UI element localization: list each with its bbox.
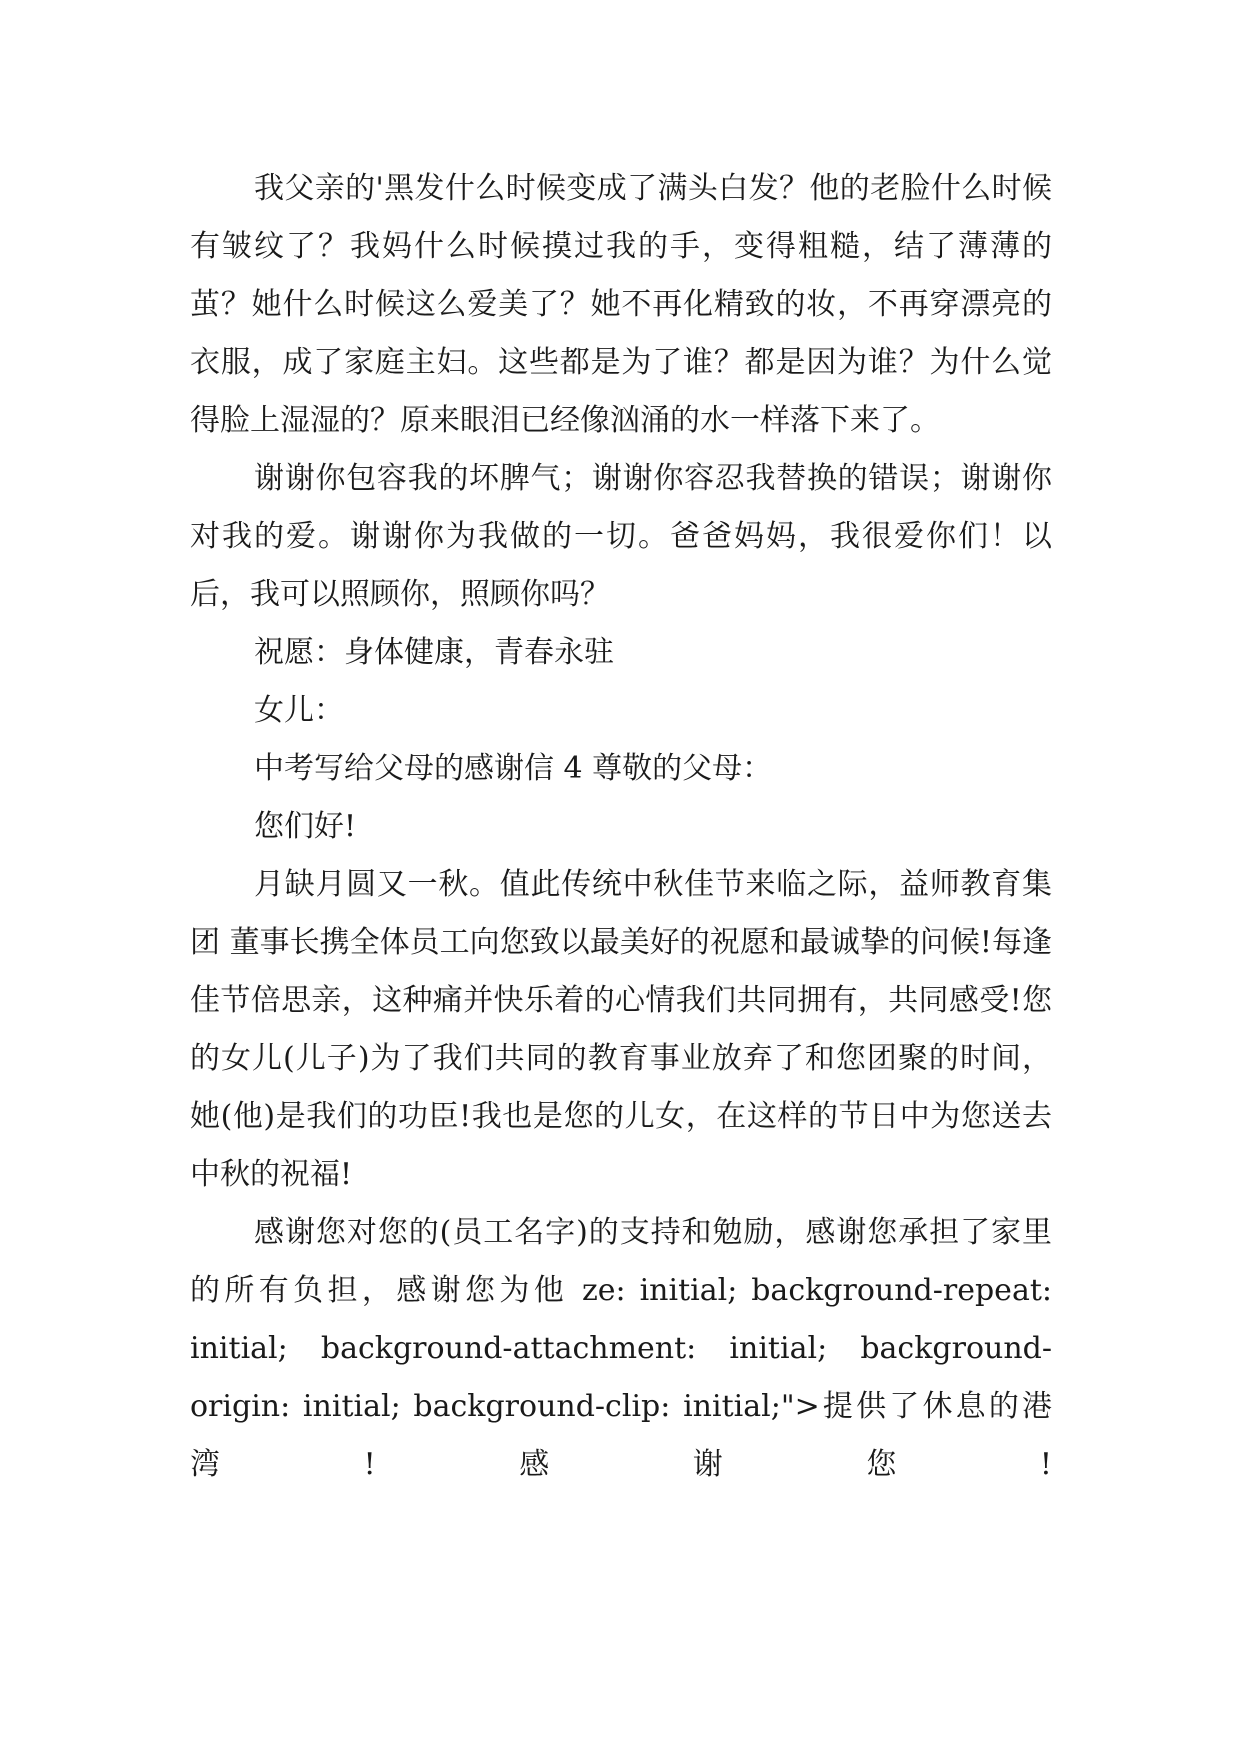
paragraph-wishes: 祝愿：身体健康，青春永驻 (254, 635, 614, 670)
paragraph-greeting: 您们好! (254, 809, 357, 844)
paragraph-letter-title: 中考写给父母的感谢信 4 尊敬的父母： (254, 751, 773, 786)
paragraph-signature: 女儿： (254, 693, 344, 728)
paragraph-gratitude: 感谢您对您的(员工名字)的支持和勉励，感谢您承担了家里的所有负担，感谢您为他 ze: initial; background-repeat: initial; background-attachment: initial; background-origin: initial; background-clip: initial;">提供了休息的港湾!感谢您! (190, 1215, 1052, 1482)
paragraph-parents-aging: 我父亲的'黑发什么时候变成了满头白发？他的老脸什么时候有皱纹了？我妈什么时候摸过我的手，变得粗糙，结了薄薄的茧？她什么时候这么爱美了？她不再化精致的妆，不再穿漂亮的衣服，成了家庭主妇。这些都是为了谁？都是因为谁？为什么觉得脸上湿湿的？原来眼泪已经像汹涌的水一样落下来了。 (190, 171, 1052, 438)
document-body (190, 160, 1052, 1494)
paragraph-mid-autumn: 月缺月圆又一秋。值此传统中秋佳节来临之际，益师教育集团 董事长携全体员工向您致以最美好的祝愿和最诚挚的问候!每逢佳节倍思亲，这种痛并快乐着的心情我们共同拥有，共同感受!您的女儿(儿子)为了我们共同的教育事业放弃了和您团聚的时间，她(他)是我们的功臣!我也是您的儿女，在这样的节日中为您送去中秋的祝福! (190, 867, 1052, 1192)
paragraph-thanks: 谢谢你包容我的坏脾气；谢谢你容忍我替换的错误；谢谢你对我的爱。谢谢你为我做的一切。爸爸妈妈，我很爱你们！以后，我可以照顾你，照顾你吗？ (190, 461, 1052, 612)
